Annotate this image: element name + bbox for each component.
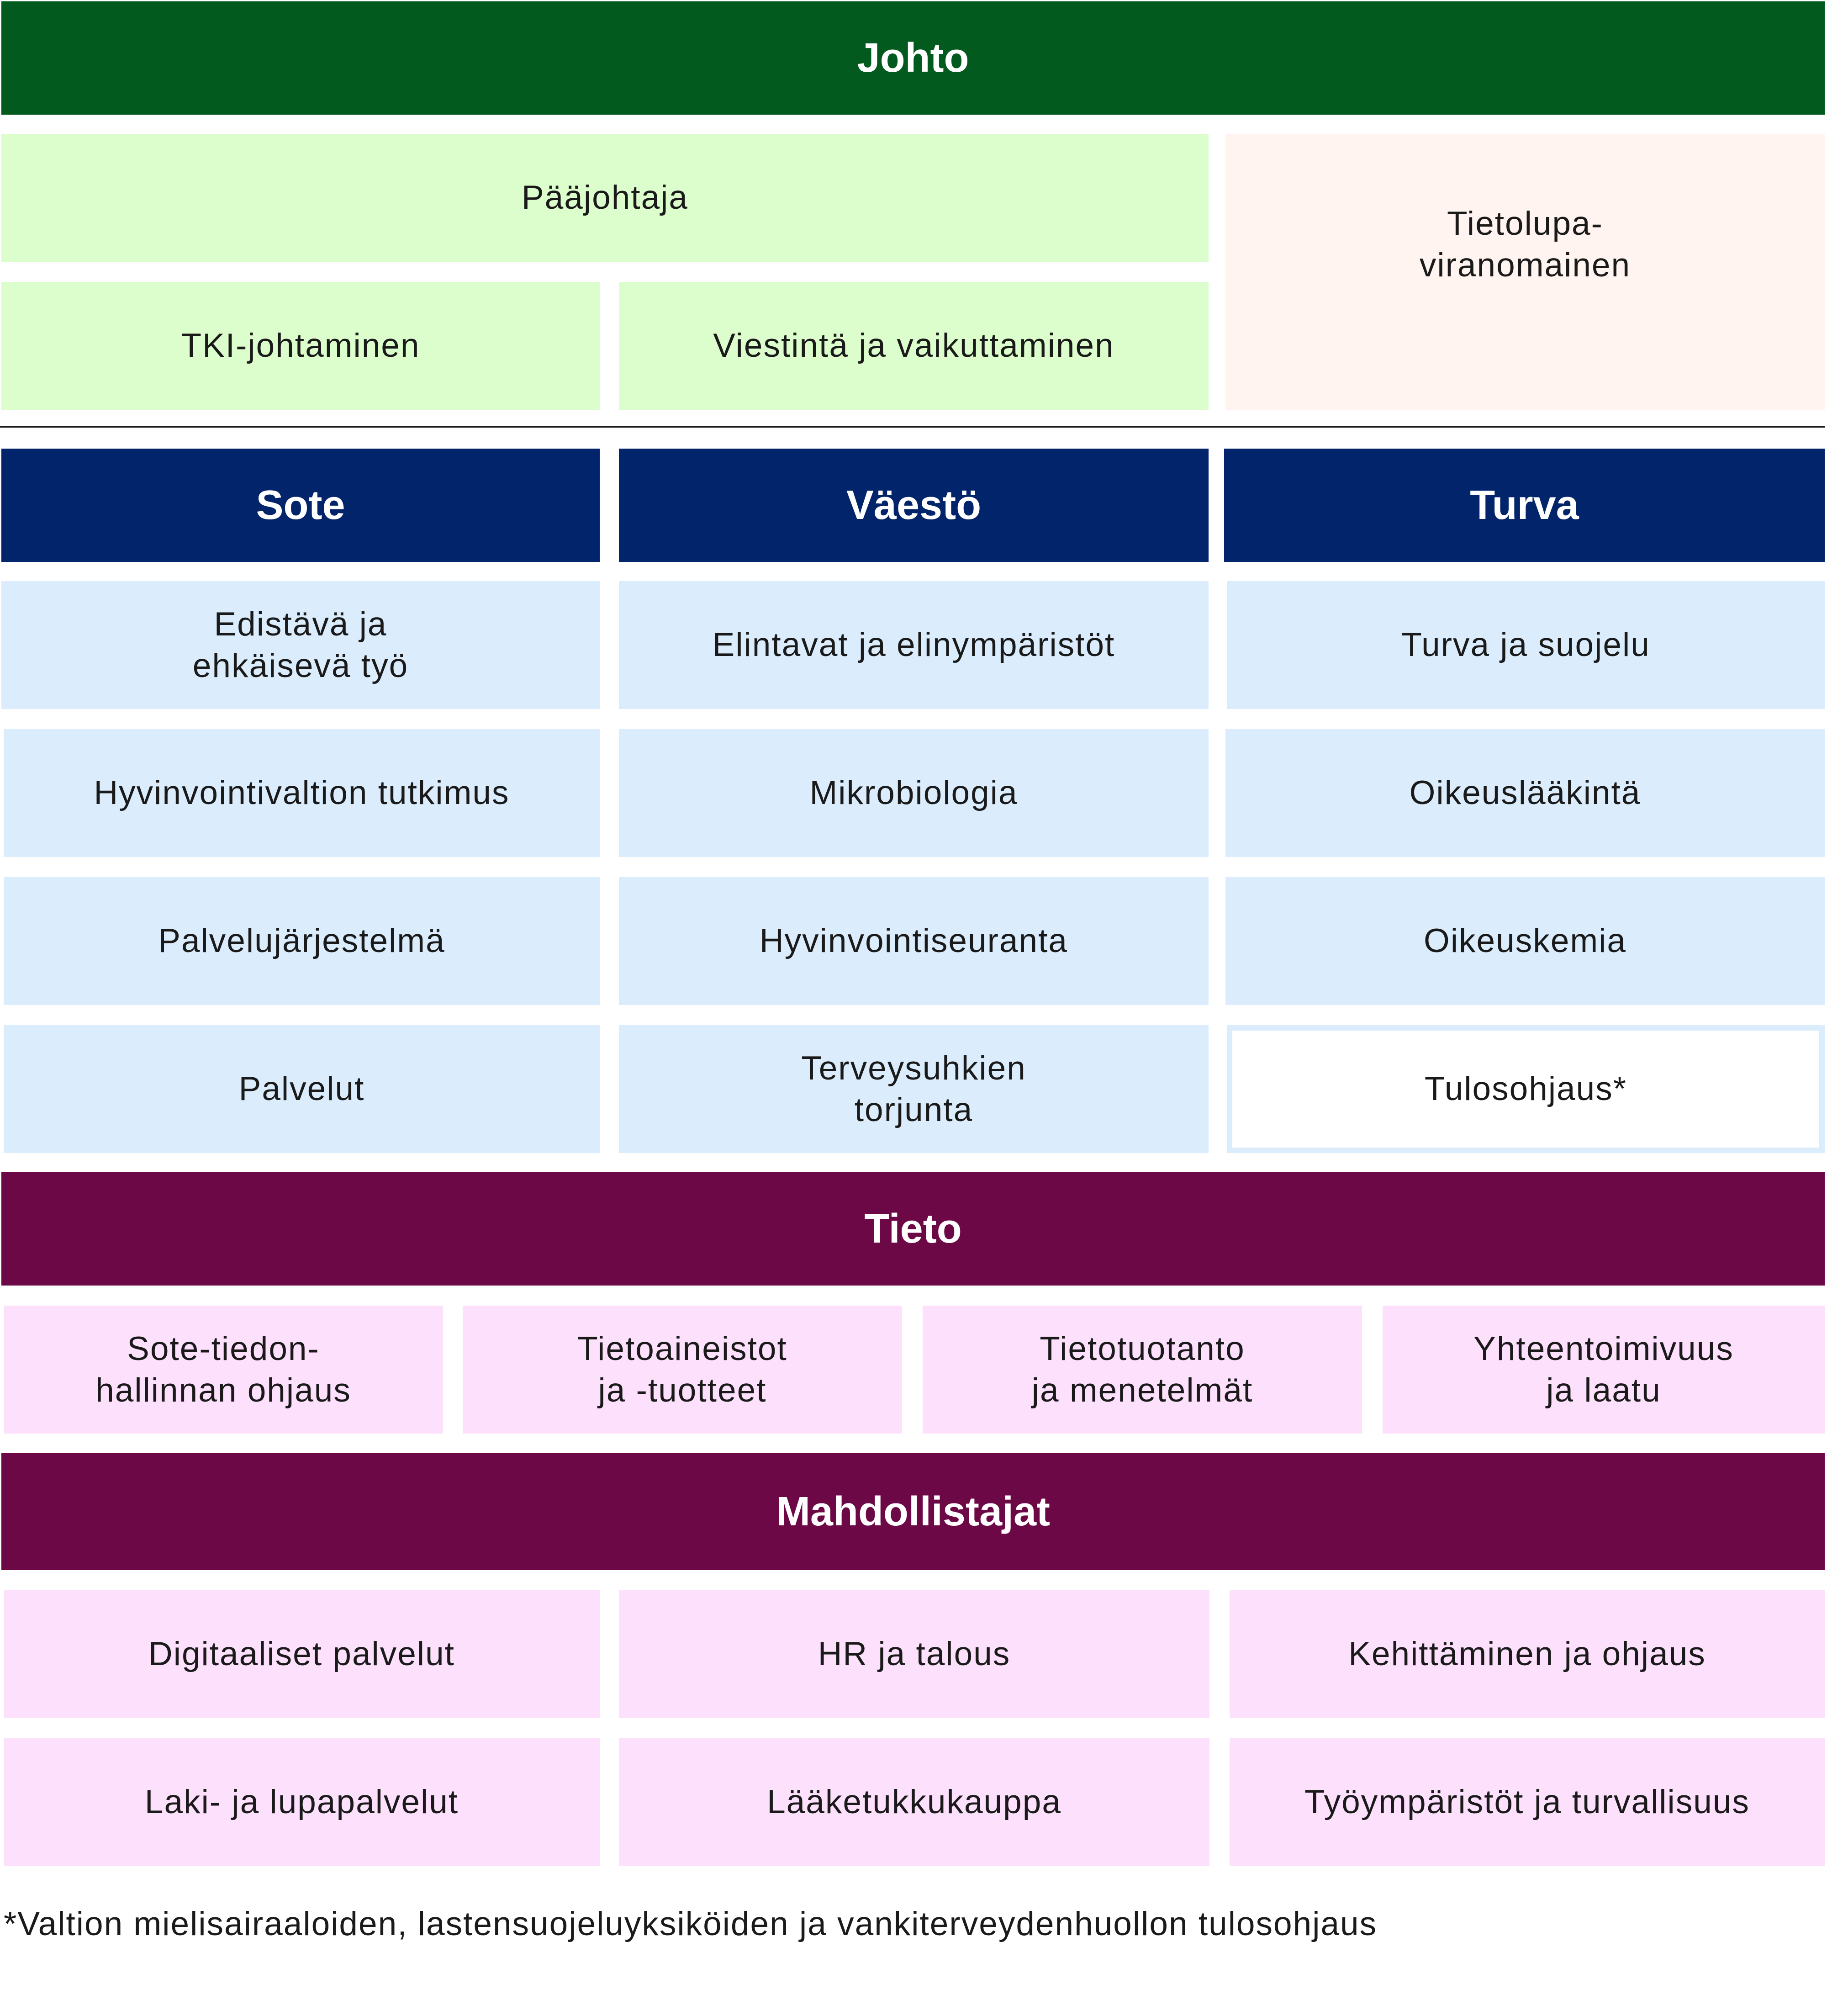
tieto-title: Tieto	[864, 1206, 962, 1252]
viestinta-box	[619, 282, 1209, 410]
sote-unit	[4, 1025, 600, 1153]
turva-header	[1224, 449, 1825, 562]
tieto-unit	[4, 1306, 443, 1434]
johto-title: Johto	[857, 35, 969, 81]
tki-johtaminen-box	[1, 282, 600, 410]
tieto-unit	[923, 1306, 1362, 1434]
tki-johtaminen-label: TKI-johtaminen	[181, 327, 420, 365]
vaesto-title: Väestö	[846, 482, 982, 528]
vaesto-unit	[619, 1025, 1209, 1153]
mahdollistajat-unit	[4, 1738, 600, 1866]
tieto-header	[1, 1172, 1825, 1286]
turva-unit	[1225, 877, 1825, 1005]
paajohtaja-box	[1, 134, 1209, 262]
mahdollistajat-unit-label: Kehittäminen ja ohjaus	[1348, 1635, 1706, 1673]
vaesto-unit-label: Elintavat ja elinympäristöt	[712, 626, 1115, 664]
sote-unit	[4, 877, 600, 1005]
mahdollistajat-unit-label: Laki- ja lupapalvelut	[144, 1783, 459, 1821]
sote-header	[1, 449, 600, 562]
tieto-unit	[1383, 1306, 1825, 1434]
sote-unit	[4, 729, 600, 857]
mahdollistajat-unit	[619, 1738, 1209, 1866]
tieto-unit-label: Sote-tiedon- hallinnan ohjaus	[95, 1330, 351, 1409]
sote-title: Sote	[256, 482, 345, 528]
tieto-unit	[463, 1306, 902, 1434]
tieto-unit-label: Tietotuotanto ja menetelmät	[1031, 1330, 1253, 1409]
turva-unit-label: Turva ja suojelu	[1401, 626, 1650, 664]
mahdollistajat-header	[1, 1453, 1825, 1570]
tietolupa-label: Tietolupa- viranomainen	[1419, 205, 1631, 284]
mahdollistajat-unit	[1230, 1738, 1825, 1866]
mahdollistajat-unit	[4, 1590, 600, 1718]
tietolupa-box	[1225, 134, 1825, 410]
tieto-unit-label: Tietoaineistot ja -tuotteet	[577, 1330, 787, 1409]
vaesto-unit-label: Hyvinvointiseuranta	[759, 922, 1068, 960]
turva-unit	[1227, 581, 1825, 709]
footnote: *Valtion mielisairaaloiden, lastensuojeluyksiköiden ja vankiterveydenhuollon tulosohjaus	[4, 1905, 1378, 1942]
sote-unit	[1, 581, 600, 709]
vaesto-unit	[619, 877, 1209, 1005]
mahdollistajat-title: Mahdollistajat	[776, 1488, 1051, 1534]
johto-header	[1, 1, 1825, 115]
turva-unit-label: Oikeuskemia	[1424, 922, 1626, 960]
mahdollistajat-unit-label: Lääketukkukauppa	[767, 1783, 1061, 1821]
tulosohjaus-label: Tulosohjaus*	[1424, 1070, 1627, 1108]
sote-unit-label: Palvelut	[238, 1070, 365, 1108]
vaesto-unit	[619, 581, 1209, 709]
turva-title: Turva	[1470, 482, 1579, 528]
vaesto-header	[619, 449, 1209, 562]
vaesto-unit-label: Terveysuhkien torjunta	[801, 1049, 1026, 1128]
sote-unit-label: Hyvinvointivaltion tutkimus	[94, 774, 510, 812]
viestinta-label: Viestintä ja vaikuttaminen	[713, 327, 1114, 365]
vaesto-unit-label: Mikrobiologia	[809, 774, 1018, 812]
turva-unit-label: Oikeuslääkintä	[1409, 774, 1641, 812]
mahdollistajat-unit	[619, 1590, 1209, 1718]
mahdollistajat-unit-label: HR ja talous	[818, 1635, 1011, 1673]
sote-unit-label: Palvelujärjestelmä	[158, 922, 445, 960]
tieto-unit-label: Yhteentoimivuus ja laatu	[1473, 1330, 1734, 1409]
mahdollistajat-unit-label: Digitaaliset palvelut	[148, 1635, 455, 1673]
vaesto-unit	[619, 729, 1209, 857]
paajohtaja-label: Pääjohtaja	[521, 179, 688, 217]
turva-unit	[1225, 729, 1825, 857]
mahdollistajat-unit	[1230, 1590, 1825, 1718]
tulosohjaus-box	[1227, 1025, 1825, 1153]
divider-line	[0, 426, 1825, 428]
mahdollistajat-unit-label: Työympäristöt ja turvallisuus	[1304, 1783, 1750, 1821]
sote-unit-label: Edistävä ja ehkäisevä työ	[192, 605, 409, 684]
